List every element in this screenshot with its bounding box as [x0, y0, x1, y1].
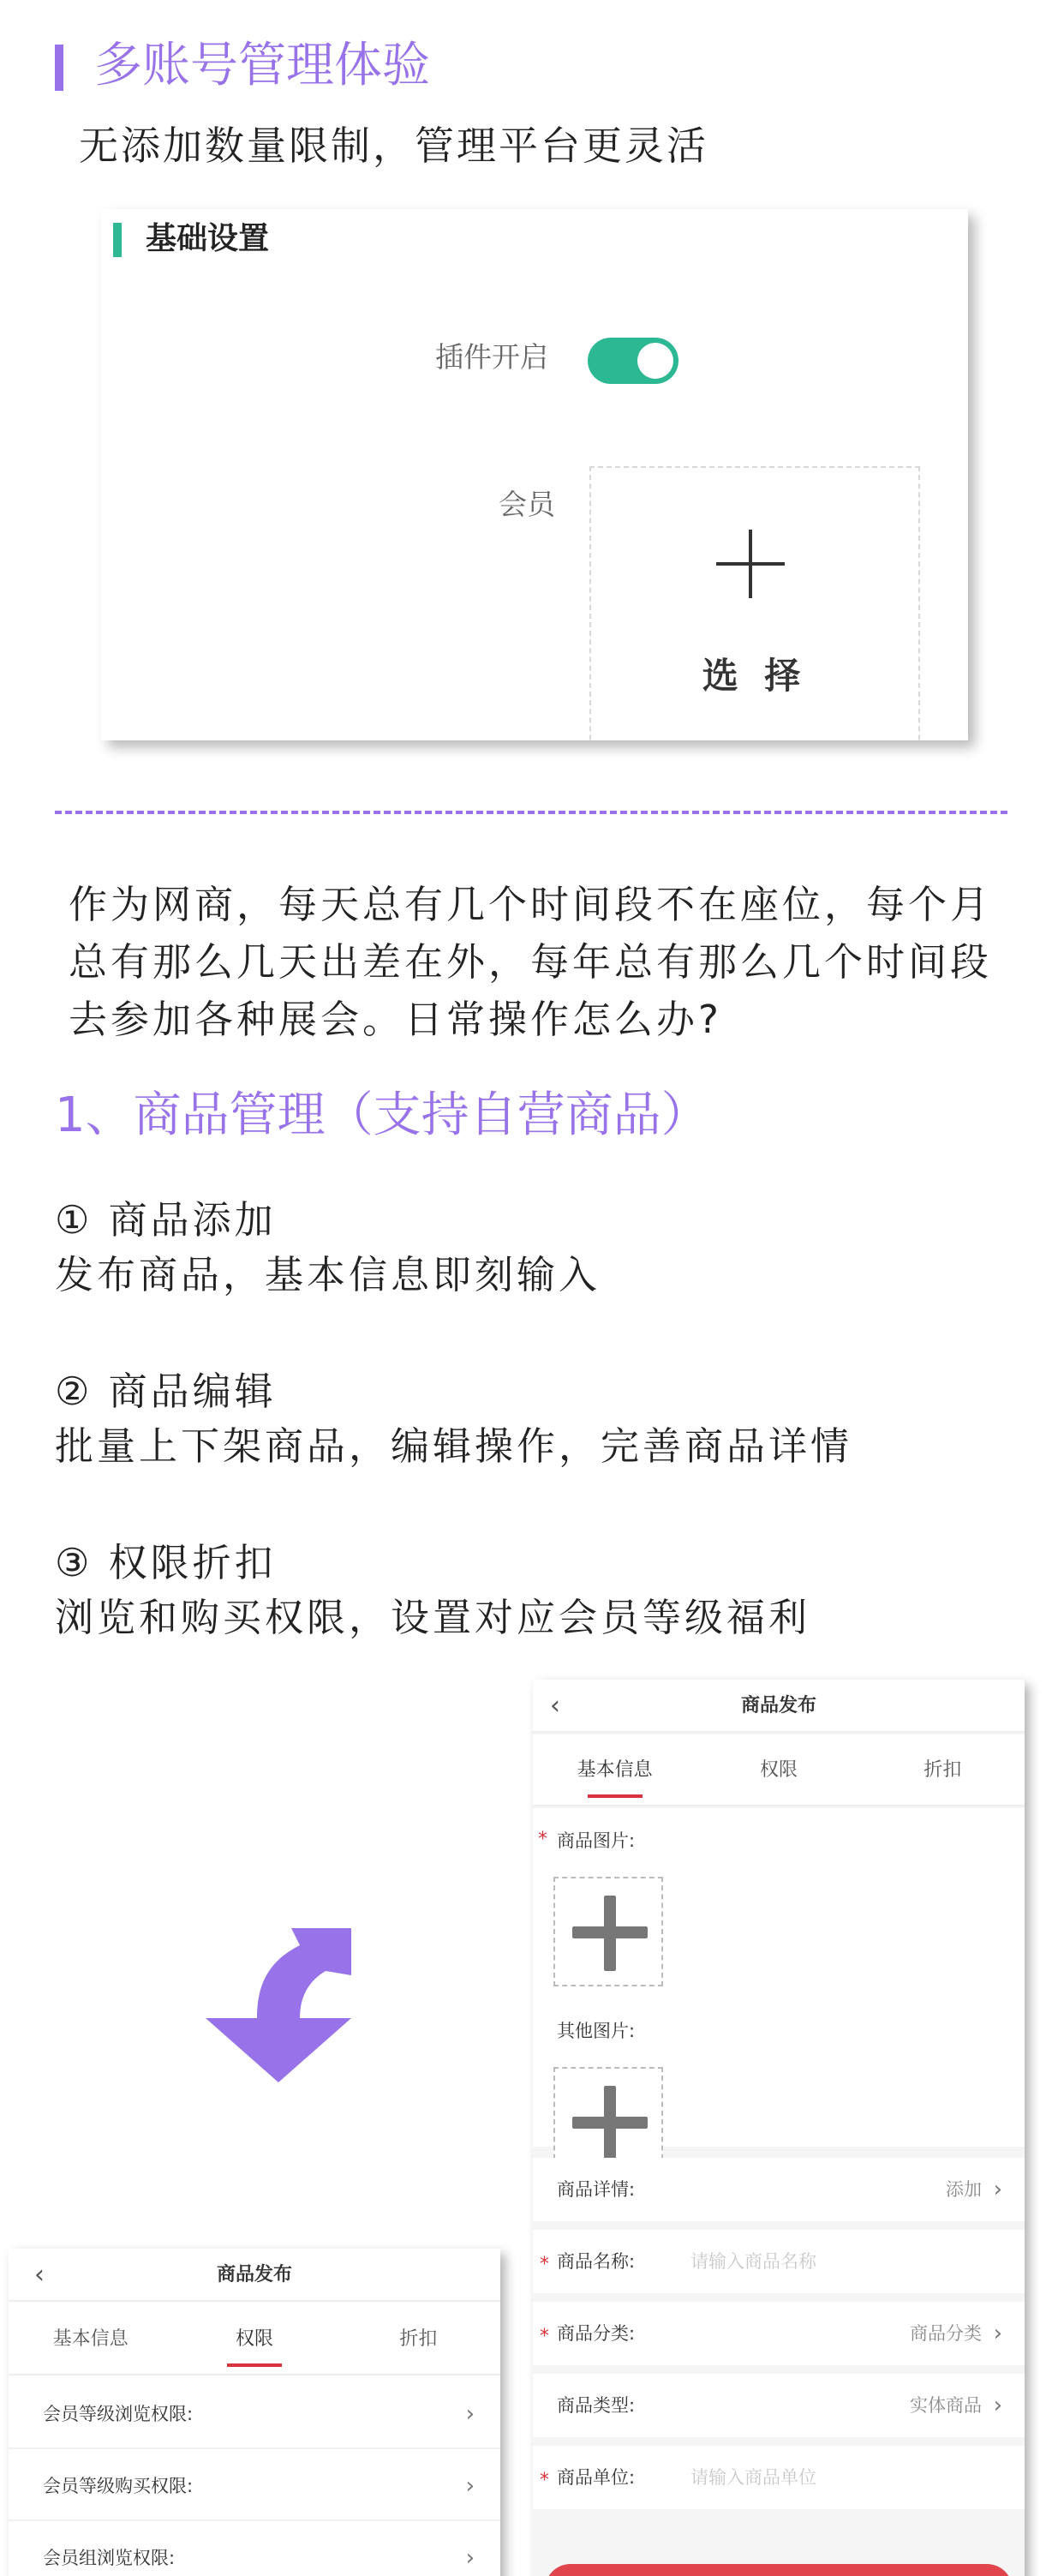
chevron-right-icon: › — [993, 2321, 1002, 2346]
tab-discount[interactable]: 折扣 — [924, 1759, 962, 1781]
basic-settings-card — [101, 209, 968, 740]
product-name-input[interactable]: 请输入商品名称 — [690, 2251, 816, 2272]
feature-title-edit: ② 商品编辑 — [55, 1369, 277, 1414]
product-images-label: 商品图片: — [557, 1830, 636, 1851]
row-member-level-purchase[interactable]: 会员等级购买权限: › — [9, 2451, 500, 2521]
member-label: 会员 — [499, 488, 555, 521]
intro-paragraph: 作为网商，每天总有几个时间段不在座位，每个月总有那么几天出差在外，每年总有那么几个时间段去参加各种展会。日常操作怎么办? — [69, 882, 993, 1042]
member-picker[interactable] — [589, 466, 920, 740]
required-mark: * — [540, 2470, 549, 2491]
chevron-right-icon: › — [465, 2473, 475, 2499]
curved-arrow-icon — [206, 1928, 360, 2082]
chevron-left-icon[interactable]: ‹ — [34, 2260, 45, 2290]
chevron-right-icon: › — [993, 2177, 1002, 2202]
row-member-group-browse[interactable]: 会员组浏览权限: › — [9, 2523, 500, 2576]
tab-basic-info[interactable]: 基本信息 — [52, 2328, 129, 2350]
required-mark: * — [540, 2254, 549, 2275]
plugin-toggle-label: 插件开启 — [435, 340, 548, 374]
product-publish-screen-permission — [9, 2249, 500, 2576]
product-image-upload[interactable] — [553, 1877, 663, 1986]
feature-desc-permission: 浏览和购买权限，设置对应会员等级福利 — [55, 1595, 811, 1640]
phone-tabs — [533, 1734, 1025, 1806]
tab-permission[interactable]: 权限 — [172, 2303, 336, 2374]
row-product-detail[interactable]: 商品详情: 添加 › — [533, 2158, 1025, 2221]
feature-desc-edit: 批量上下架商品，编辑操作，完善商品详情 — [55, 1423, 853, 1469]
picker-label: 选 择 — [702, 655, 808, 697]
row-product-name[interactable]: * 商品名称: 请输入商品名称 — [533, 2230, 1025, 2293]
phone-header — [9, 2249, 500, 2302]
chevron-left-icon[interactable]: ‹ — [550, 1691, 560, 1721]
submit-button[interactable] — [545, 2564, 1013, 2576]
required-mark: * — [538, 1829, 547, 1850]
product-unit-input[interactable]: 请输入商品单位 — [690, 2467, 816, 2488]
plugin-toggle[interactable] — [588, 338, 678, 384]
row-product-type[interactable]: 商品类型: 实体商品 › — [533, 2374, 1025, 2437]
row-member-level-browse[interactable]: 会员等级浏览权限: › — [9, 2379, 500, 2449]
section-title: 多账号管理体验 — [94, 38, 430, 93]
feature-title-permission: ③ 权限折扣 — [55, 1540, 277, 1585]
other-images-label: 其他图片: — [557, 2021, 636, 2041]
section-subtitle: 无添加数量限制，管理平台更灵活 — [79, 123, 708, 169]
image-upload-section — [533, 1808, 1025, 2147]
feature-title-add: ① 商品添加 — [55, 1197, 277, 1243]
tab-permission[interactable]: 权限 — [759, 1759, 798, 1781]
phone-header — [533, 1680, 1025, 1733]
chevron-right-icon: › — [993, 2393, 1002, 2418]
product-management-title: 1、商品管理（支持自营商品） — [55, 1087, 709, 1143]
row-product-unit[interactable]: * 商品单位: 请输入商品单位 — [533, 2446, 1025, 2509]
card-title: 基础设置 — [146, 221, 270, 256]
required-mark: * — [540, 2326, 549, 2347]
title-accent-bar — [55, 45, 63, 91]
toggle-knob — [637, 343, 673, 379]
plus-icon — [716, 530, 785, 598]
product-publish-screen-basic — [533, 1680, 1025, 2576]
feature-desc-add: 发布商品，基本信息即刻输入 — [55, 1252, 601, 1297]
tab-discount[interactable]: 折扣 — [399, 2328, 438, 2350]
row-product-category[interactable]: * 商品分类: 商品分类 › — [533, 2302, 1025, 2365]
chevron-right-icon: › — [465, 2401, 475, 2427]
chevron-right-icon: › — [465, 2545, 475, 2571]
card-accent-bar — [113, 223, 122, 257]
dashed-divider — [55, 811, 1007, 814]
phone-title: 商品发布 — [740, 1695, 816, 1716]
tab-basic-info[interactable]: 基本信息 — [533, 1734, 696, 1805]
phone-title: 商品发布 — [216, 2264, 292, 2285]
phone-tabs — [9, 2303, 500, 2375]
